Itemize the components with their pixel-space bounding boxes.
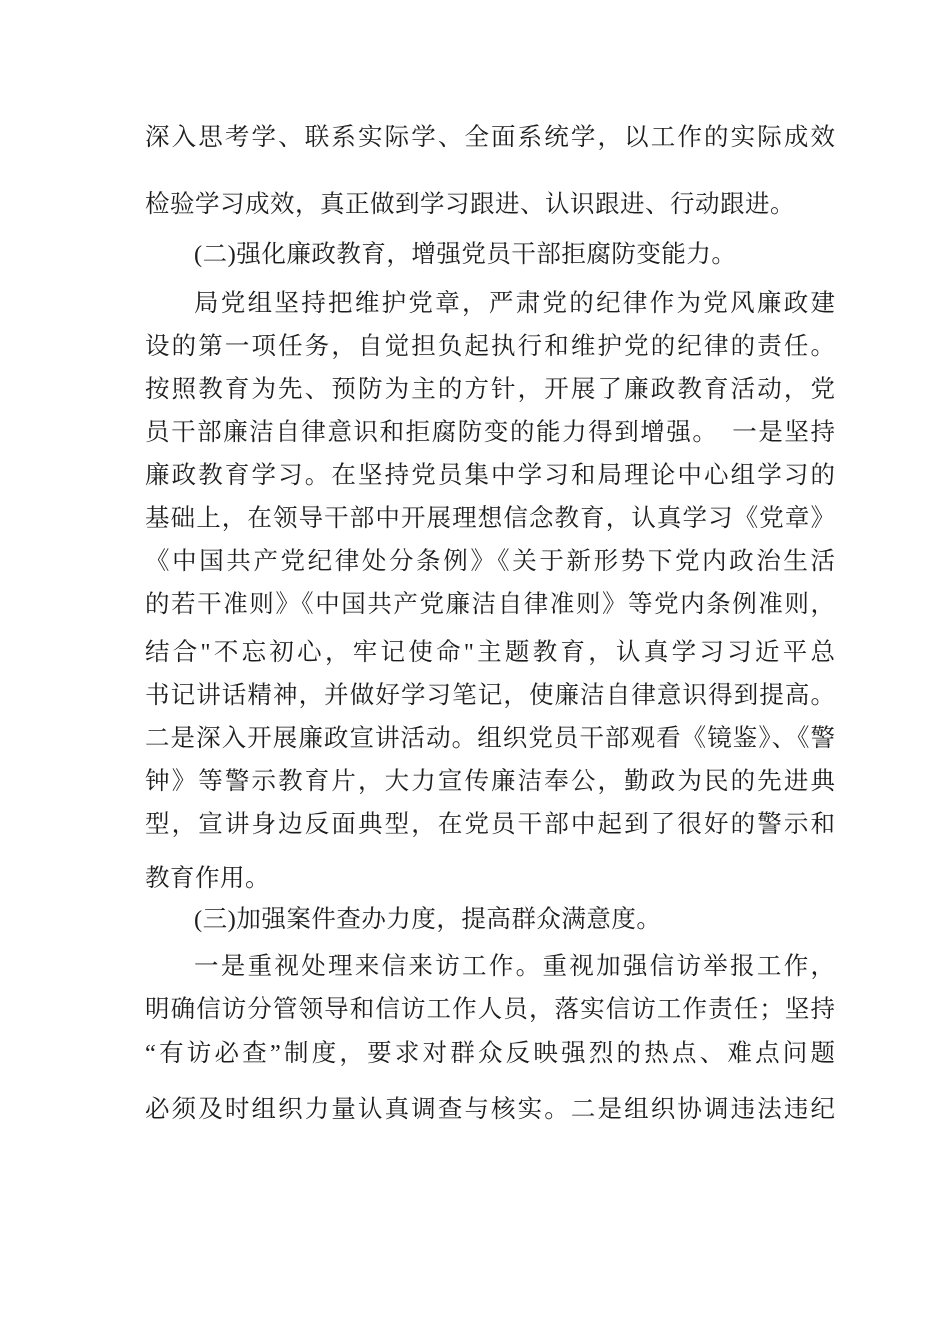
- text-line: 型，宣讲身边反面典型，在党员干部中起到了很好的警示和: [145, 811, 835, 838]
- text-line: 廉政教育学习。在坚持党员集中学习和局理论中心组学习的: [145, 462, 835, 489]
- text-line: 设的第一项任务，自觉担负起执行和维护党的纪律的责任。: [145, 333, 835, 360]
- text-line: 局党组坚持把维护党章，严肃党的纪律作为党风廉政建: [194, 290, 835, 317]
- text-line: 结合"不忘初心，牢记使命"主题教育，认真学习习近平总: [145, 639, 835, 666]
- text-line: 的若干准则》《中国共产党廉洁自律准则》等党内条例准则，: [145, 591, 835, 618]
- text-line: 一是重视处理来信来访工作。重视加强信访举报工作，: [194, 953, 835, 980]
- text-line: “有访必查”制度，要求对群众反映强烈的热点、难点问题: [145, 1040, 835, 1067]
- text-line: 教育作用。: [145, 865, 270, 892]
- section-heading: (二)强化廉政教育，增强党员干部拒腐防变能力。: [194, 241, 737, 268]
- text-line: 按照教育为先、预防为主的方针，开展了廉政教育活动，党: [145, 376, 835, 403]
- text-line: 检验学习成效，真正做到学习跟进、认识跟进、行动跟进。: [145, 191, 795, 218]
- text-line: 员干部廉洁自律意识和拒腐防变的能力得到增强。 一是坚持: [145, 419, 835, 446]
- text-line: 《中国共产党纪律处分条例》《关于新形势下党内政治生活: [145, 548, 835, 575]
- text-line: 深入思考学、联系实际学、全面系统学，以工作的实际成效: [145, 124, 835, 151]
- text-line: 钟》等警示教育片，大力宣传廉洁奉公，勤政为民的先进典: [145, 768, 835, 795]
- text-line: 书记讲话精神，并做好学习笔记，使廉洁自律意识得到提高。: [145, 682, 835, 709]
- text-line: 明确信访分管领导和信访工作人员，落实信访工作责任；坚持: [145, 996, 835, 1023]
- text-line: 必须及时组织力量认真调查与核实。二是组织协调违法违纪: [145, 1096, 835, 1123]
- text-line: 二是深入开展廉政宣讲活动。组织党员干部观看《镜鉴》、《警: [145, 725, 835, 752]
- section-heading: (三)加强案件查办力度，提高群众满意度。: [194, 906, 662, 933]
- text-line: 基础上，在领导干部中开展理想信念教育，认真学习《党章》: [145, 505, 835, 532]
